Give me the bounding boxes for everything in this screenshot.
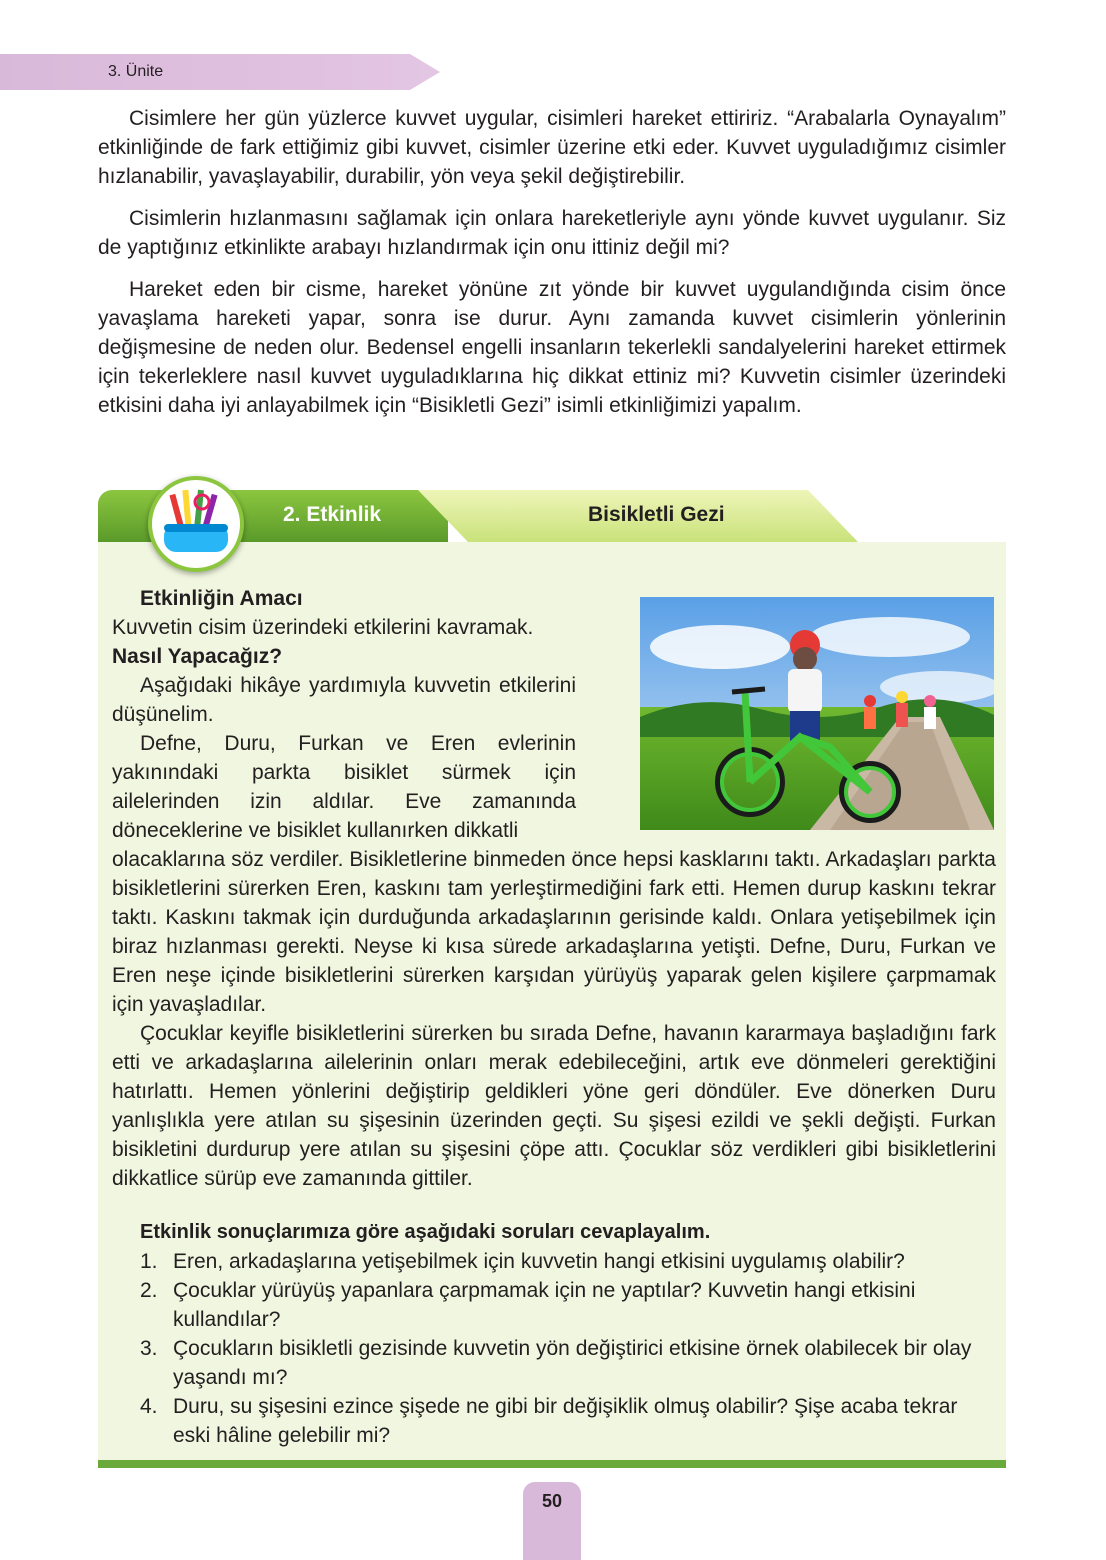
activity-title: Bisikletli Gezi	[588, 503, 725, 526]
questions-heading: Etkinlik sonuçlarımıza göre aşağıdaki soruları cevaplayalım.	[140, 1221, 711, 1243]
questions-list	[112, 1247, 996, 1450]
aim-heading: Etkinliğin Amacı	[140, 587, 303, 610]
unit-label: 3. Ünite	[108, 63, 164, 80]
question-text: Eren, arkadaşlarına yetişebilmek için kuvvetin hangi etkisini uygulamış olabilir?	[173, 1250, 905, 1273]
pencil-case-icon	[148, 476, 244, 572]
intro-section	[98, 104, 1006, 433]
story-paragraph-1-rest: olacaklarına söz verdiler. Bisikletlerine binmeden önce hepsi kasklarını taktı. Arkadaşları parkta bisikletlerini sürerken Eren, kaskını tam yerleştirmediğini fark etti. Hemen durup kaskını tekrar taktı. Kaskını takmak için durduğunda arkadaşlarının gerisinde kaldı. Onlara yetişebilmek için biraz hızlanması gerekti. Neyse ki kısa sürede arkadaşlarına yetişti. Defne, Duru, Furkan ve Eren neşe içinde bisikletlerini sürerken karşıdan yürüyüş yaparak gelen kişilere çarpmamak için yavaşladılar.	[112, 848, 996, 1016]
question-item	[112, 1392, 996, 1450]
intro-paragraph-1: Cisimlere her gün yüzlerce kuvvet uygular, cisimleri hareket ettiririz. “Arabalarla Oynayalım” etkinliğinde de fark ettiğimiz gibi kuvvet, cisimler üzerine etki eder. Kuvvet uyguladığımız cisimler hızlanabilir, yavaşlayabilir, durabilir, yön veya şekil değiştirebilir.	[98, 107, 1006, 188]
how-heading: Nasıl Yapacağız?	[112, 645, 283, 668]
question-number: 3.	[140, 1337, 158, 1360]
how-text: Aşağıdaki hikâye yardımıyla kuvvetin etkilerini düşünelim.	[112, 674, 576, 726]
question-item	[112, 1276, 996, 1334]
aim-text: Kuvvetin cisim üzerindeki etkilerini kavramak.	[112, 616, 534, 639]
question-text: Duru, su şişesini ezince şişede ne gibi bir değişiklik olmuş olabilir? Şişe acaba tekrar eski hâline gelebilir mi?	[173, 1395, 958, 1447]
question-item	[112, 1334, 996, 1392]
question-text: Çocukların bisikletli gezisinde kuvvetin yön değiştirici etkisine örnek olabilecek bir olay yaşandı mı?	[173, 1337, 972, 1389]
question-number: 1.	[140, 1250, 158, 1273]
activity-bottom-bar	[98, 1460, 1006, 1468]
activity-number: 2. Etkinlik	[283, 503, 382, 526]
intro-paragraph-2: Cisimlerin hızlanmasını sağlamak için onlara hareketleriyle aynı yönde kuvvet uygulanır. Siz de yaptığınız etkinlikte arabayı hızlandırmak için onu ittiniz değil mi?	[98, 207, 1006, 259]
questions-section	[112, 1218, 996, 1450]
story-paragraph-2: Çocuklar keyifle bisikletlerini sürerken bu sırada Defne, havanın kararmaya başladığını fark etti ve arkadaşlarına ailelerinin onları merak edebileceğini, artık eve dönmeleri gerektiğini hatırlattı. Hemen yönlerini değiştirip geldikleri yöne geri döndüler. Eve dönerken Duru yanlışlıkla yere atılan su şişesinin üzerinden geçti. Su şişesi ezildi ve şekli değişti. Furkan bisikletini durdurup yere atılan su şişesini çöpe attı. Çocuklar söz verdikleri gibi bisikletlerini dikkatlice sürüp eve zamanında gittiler.	[112, 1022, 996, 1190]
question-text: Çocuklar yürüyüş yapanlara çarpmamak için ne yaptılar? Kuvvetin hangi etkisini kullandılar?	[173, 1279, 916, 1331]
question-number: 2.	[140, 1279, 158, 1302]
page-number: 50	[541, 1491, 563, 1511]
question-item	[112, 1247, 996, 1276]
unit-tab-banner	[0, 54, 440, 90]
question-number: 4.	[140, 1395, 158, 1418]
activity-content	[112, 584, 996, 1193]
story-paragraph-1-top: Defne, Duru, Furkan ve Eren evlerinin yakınındaki parkta bisiklet sürmek için ailelerinden izin aldılar. Eve zamanında döneceklerine ve bisiklet kullanırken dikkatli	[112, 732, 576, 842]
intro-paragraph-3: Hareket eden bir cisme, hareket yönüne zıt yönde bir kuvvet uygulandığında cisim önce yavaşlama hareketi yapar, sonra ise durur. Aynı zamanda kuvvet cisimlerin yönlerinin değişmesine de neden olur. Bedensel engelli insanların tekerlekli sandalyelerini hareket ettirmek için tekerleklere nasıl kuvvet uyguladıklarına hiç dikkat ettiniz mi? Kuvvetin cisimler üzerindeki etkisini daha iyi anlayabilmek için “Bisikletli Gezi” isimli etkinliğimizi yapalım.	[98, 278, 1006, 417]
